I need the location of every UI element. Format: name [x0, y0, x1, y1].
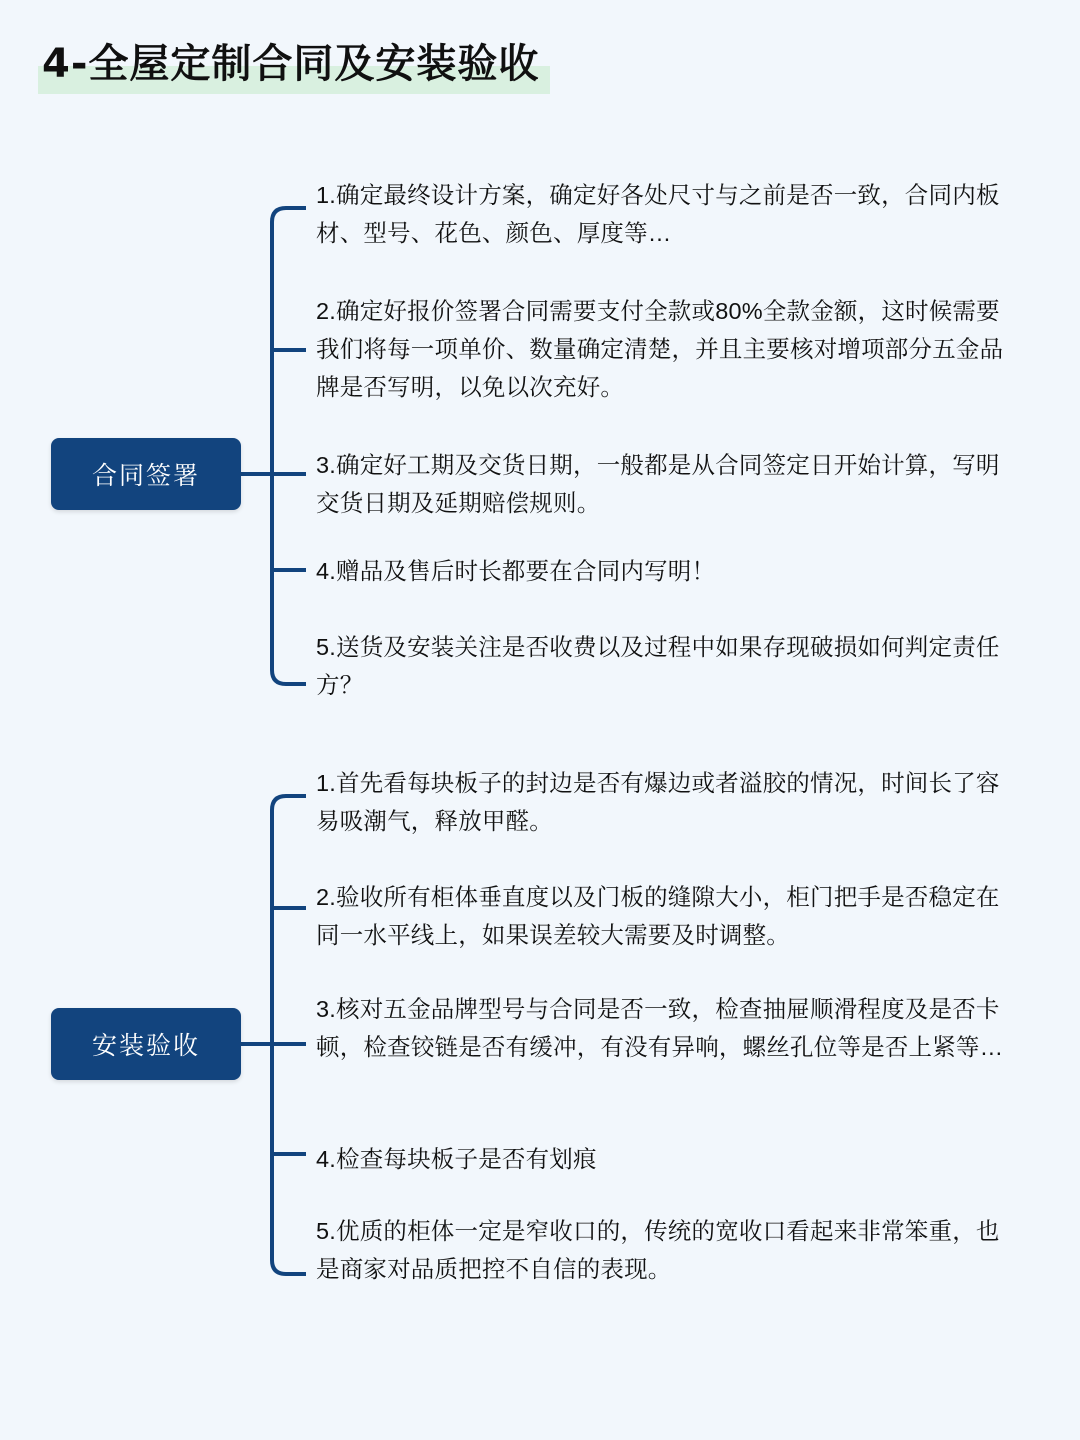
branch-node-contract[interactable] — [51, 438, 241, 510]
list-item: 5.优质的柜体一定是窄收口的，传统的宽收口看起来非常笨重，也是商家对品质把控不自信的表现。 — [316, 1218, 1000, 1283]
list-item: 4.检查每块板子是否有划痕 — [316, 1146, 597, 1172]
page-title-wrapper — [42, 32, 539, 89]
list-item: 2.验收所有柜体垂直度以及门板的缝隙大小，柜门把手是否稳定在同一水平线上，如果误差较大需要及时调整。 — [316, 884, 1000, 949]
mindmap-diagram — [0, 150, 1080, 1330]
list-item: 3.确定好工期及交货日期，一般都是从合同签定日开始计算，写明交货日期及延期赔偿规则。 — [316, 452, 1000, 517]
list-item: 4.赠品及售后时长都要在合同内写明！ — [316, 558, 716, 584]
list-item: 2.确定好报价签署合同需要支付全款或80%全款金额，这时候需要我们将每一项单价、数量确定清楚，并且主要核对增项部分五金品牌是否写明，以免以次充好。 — [316, 298, 1004, 401]
list-item: 3.核对五金品牌型号与合同是否一致，检查抽屉顺滑程度及是否卡顿，检查铰链是否有缓冲，有没有异响，螺丝孔位等是否上紧等… — [316, 996, 1004, 1061]
list-item: 1.首先看每块板子的封边是否有爆边或者溢胶的情况，时间长了容易吸潮气，释放甲醛。 — [316, 770, 1000, 835]
branch-node-acceptance-label: 安装验收 — [91, 1032, 200, 1060]
branch-node-contract-label: 合同签署 — [91, 462, 200, 490]
page-title: 4-全屋定制合同及安装验收 — [42, 41, 540, 87]
list-item: 1.确定最终设计方案，确定好各处尺寸与之前是否一致，合同内板材、型号、花色、颜色、厚度等… — [316, 182, 1000, 247]
list-item: 5.送货及安装关注是否收费以及过程中如果存现破损如何判定责任方？ — [316, 634, 1000, 699]
branch-node-acceptance[interactable] — [51, 1008, 241, 1080]
